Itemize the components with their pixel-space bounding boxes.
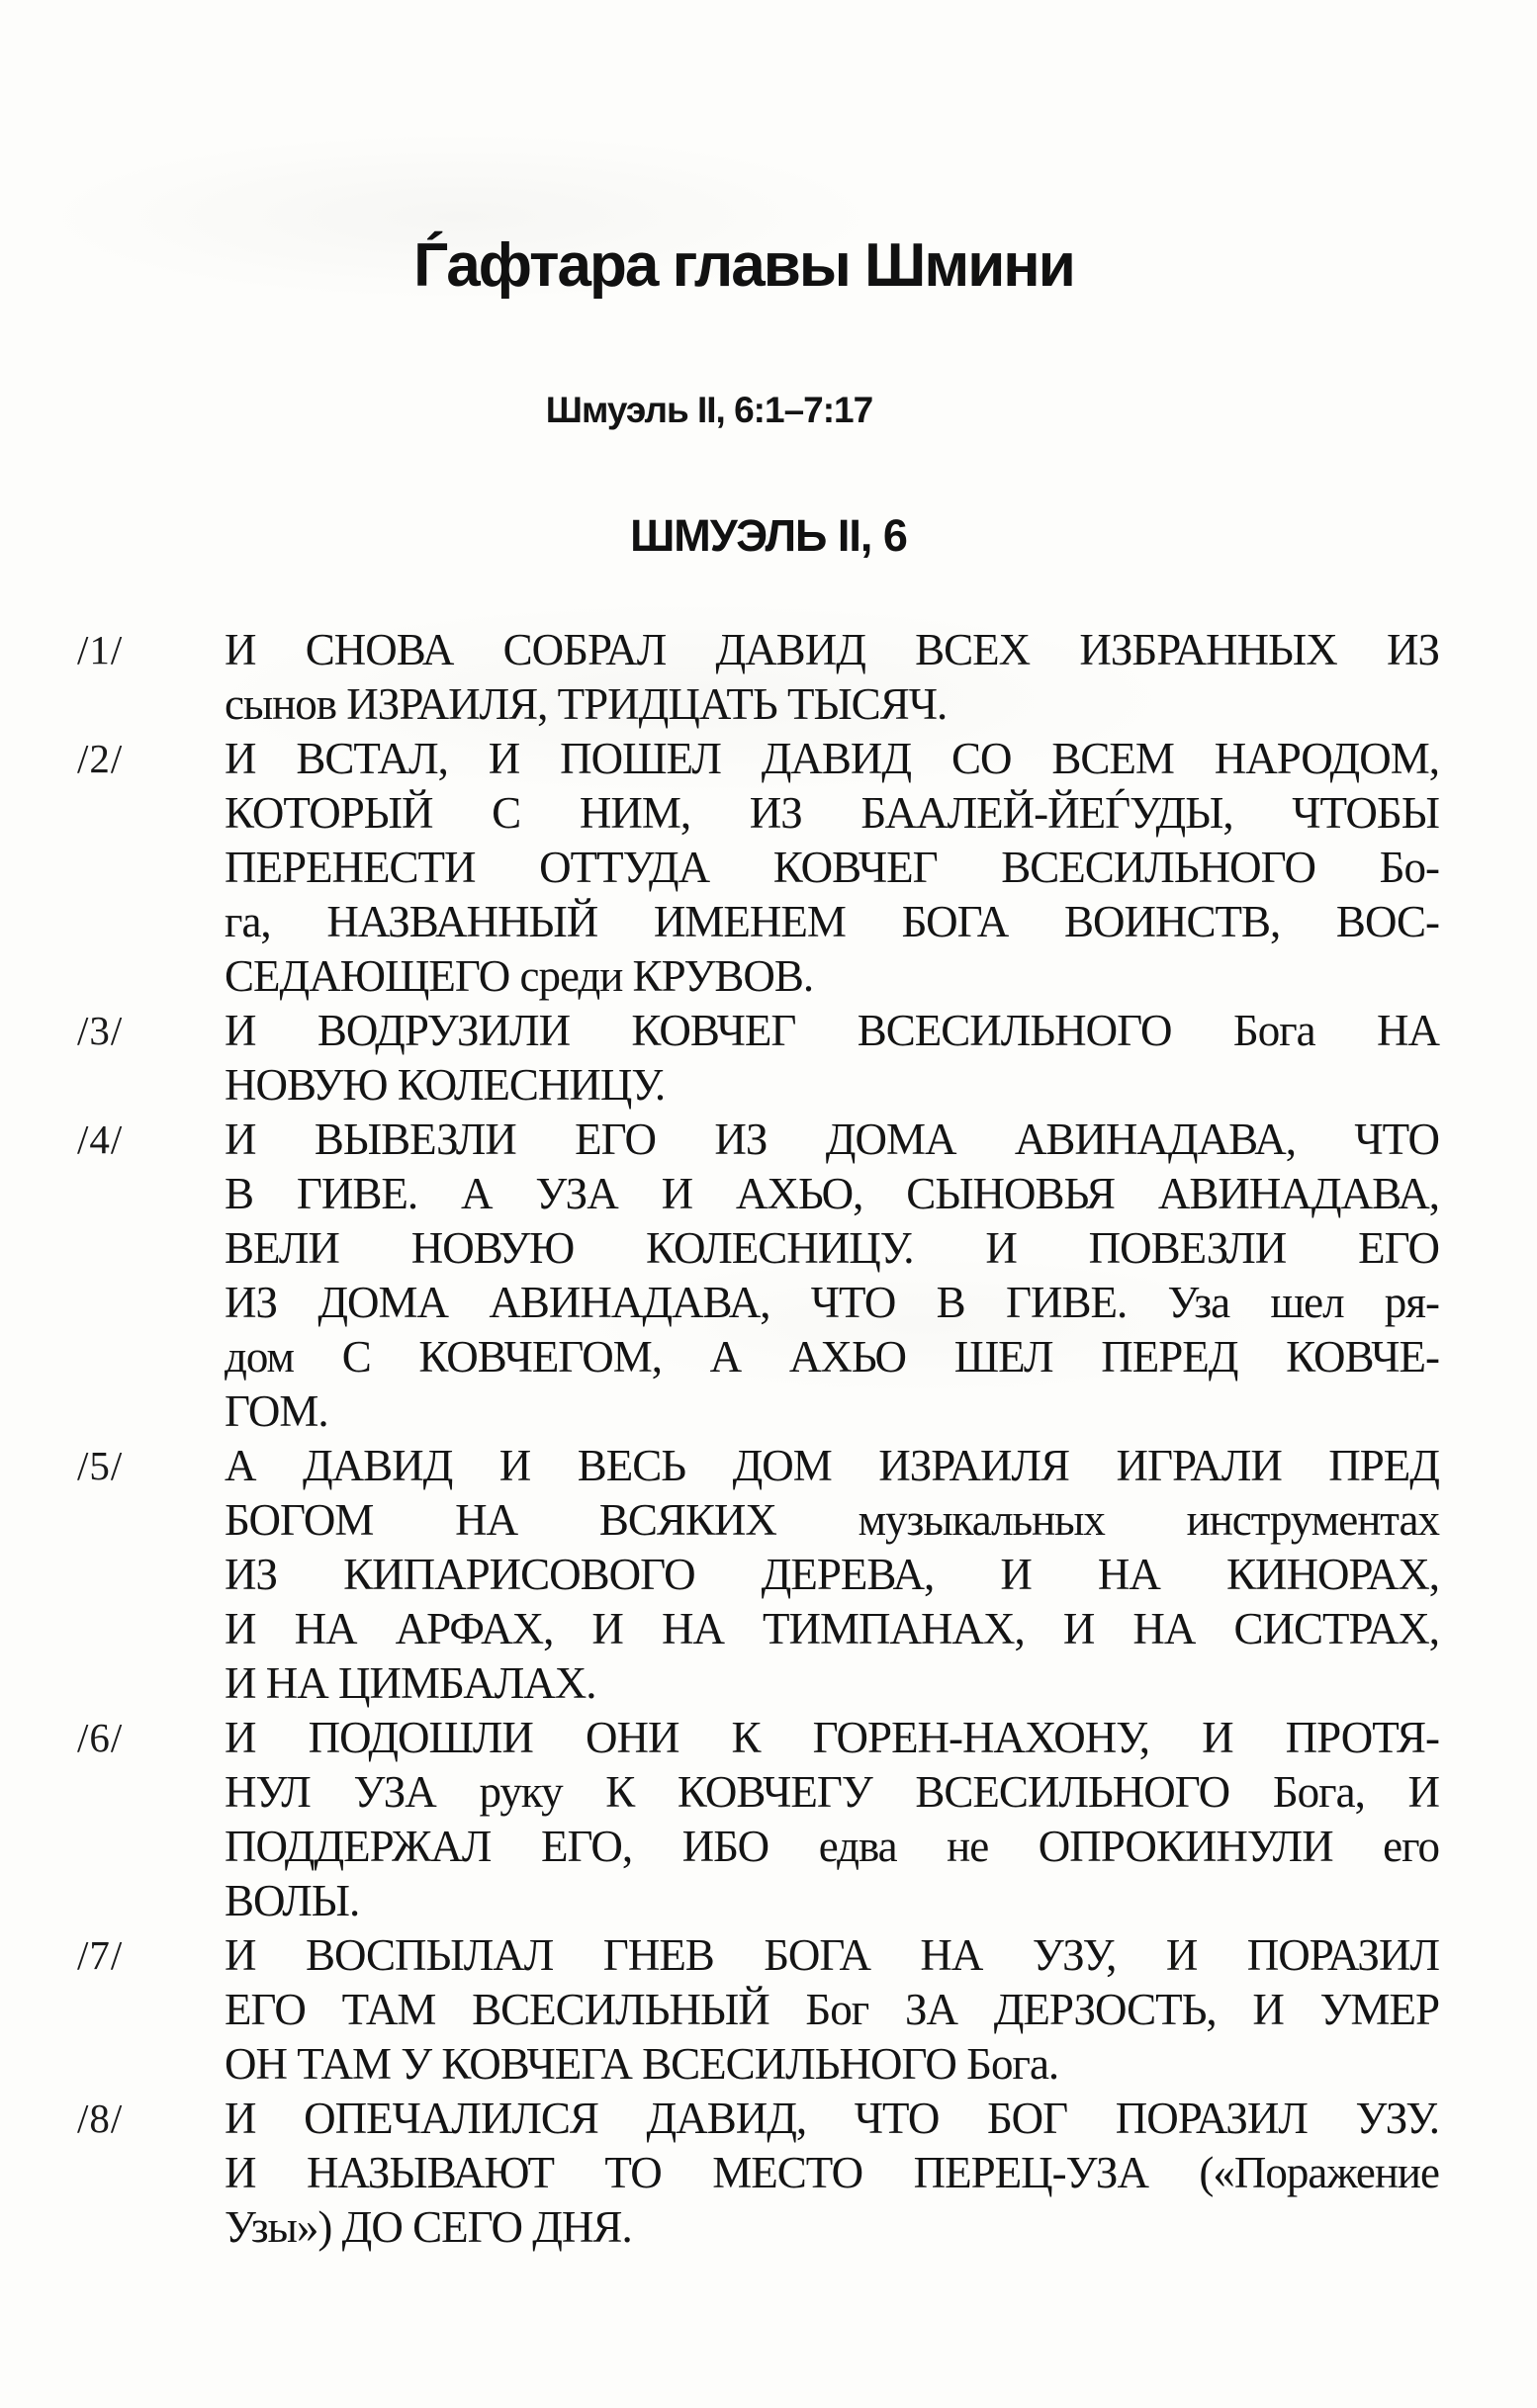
verse-list [77, 623, 1439, 2255]
verse-line: И ВЫВЕЗЛИ ЕГО ИЗ ДОМА АВИНАДАВА, ЧТО [225, 1115, 1439, 1164]
verse-number: /5/ [77, 1443, 124, 1488]
verse-number: /6/ [77, 1715, 124, 1760]
verse-line: дом С КОВЧЕГОМ, А АХЬО ШЕЛ ПЕРЕД КОВЧЕ- [225, 1332, 1439, 1382]
verse-line: БОГОМ НА ВСЯКИХ музыкальных инструментах [225, 1495, 1439, 1545]
verse-line: КОТОРЫЙ С НИМ, ИЗ БААЛЕЙ-ЙЕЃУДЫ, ЧТОБЫ [225, 788, 1439, 838]
verse-number: /1/ [77, 627, 124, 672]
verse-line: Узы») ДО СЕГО ДНЯ. [225, 2202, 632, 2252]
verse-line: ЕГО ТАМ ВСЕСИЛЬНЫЙ Бог ЗА ДЕРЗОСТЬ, И УМЕР [225, 1985, 1439, 2034]
verse-row [77, 1928, 1439, 2092]
verse-line: НУЛ УЗА руку К КОВЧЕГУ ВСЕСИЛЬНОГО Бога, И [225, 1767, 1439, 1817]
verse-line: ВОЛЫ. [225, 1876, 360, 1925]
verse-text [225, 1439, 1439, 1711]
verse-number: /7/ [77, 1932, 124, 1978]
verse-row [77, 2092, 1439, 2255]
verse-line: И ОПЕЧАЛИЛСЯ ДАВИД, ЧТО БОГ ПОРАЗИЛ УЗУ. [225, 2094, 1439, 2143]
verse-line: И СНОВА СОБРАЛ ДАВИД ВСЕХ ИЗБРАННЫХ ИЗ [225, 625, 1439, 674]
verse-text [225, 732, 1439, 1004]
verse-text [225, 1928, 1439, 2092]
verse-text [225, 623, 1439, 732]
verse-line: ОН ТАМ У КОВЧЕГА ВСЕСИЛЬНОГО Бога. [225, 2039, 1059, 2089]
verse-line: И ВОСПЫЛАЛ ГНЕВ БОГА НА УЗУ, И ПОРАЗИЛ [225, 1930, 1439, 1980]
verse-line: СЕДАЮЩЕГО среди КРУВОВ. [225, 951, 814, 1001]
verse-number: /2/ [77, 736, 124, 781]
verse-number: /8/ [77, 2096, 124, 2141]
section-heading: ШМУЭЛЬ II, 6 [630, 510, 907, 561]
verse-line: ПОДДЕРЖАЛ ЕГО, ИБО едва не ОПРОКИНУЛИ его [225, 1822, 1439, 1871]
verse-row [77, 623, 1439, 732]
verse-text [225, 2092, 1439, 2255]
verse-line: И НА ЦИМБАЛАХ. [225, 1658, 596, 1708]
verse-line: И ПОДОШЛИ ОНИ К ГОРЕН-НАХОНУ, И ПРОТЯ- [225, 1713, 1439, 1762]
verse-line: И ВОДРУЗИЛИ КОВЧЕГ ВСЕСИЛЬНОГО Бога НА [225, 1006, 1439, 1055]
verse-line: И ВСТАЛ, И ПОШЕЛ ДАВИД СО ВСЕМ НАРОДОМ, [225, 734, 1439, 783]
verse-number: /3/ [77, 1008, 124, 1053]
verse-row [77, 1113, 1439, 1439]
verse-line: ГОМ. [225, 1386, 328, 1436]
verse-row [77, 1711, 1439, 1928]
verse-line: И НА АРФАХ, И НА ТИМПАНАХ, И НА СИСТРАХ, [225, 1604, 1439, 1653]
verse-row [77, 732, 1439, 1004]
verse-row [77, 1004, 1439, 1113]
verse-line: И НАЗЫВАЮТ ТО МЕСТО ПЕРЕЦ-УЗА («Поражение [225, 2148, 1439, 2197]
verse-line: га, НАЗВАННЫЙ ИМЕНЕМ БОГА ВОИНСТВ, ВОС- [225, 897, 1439, 946]
verse-line: В ГИВЕ. А УЗА И АХЬО, СЫНОВЬЯ АВИНАДАВА, [225, 1169, 1439, 1218]
verse-line: ИЗ КИПАРИСОВОГО ДЕРЕВА, И НА КИНОРАХ, [225, 1550, 1439, 1599]
page-title: Ѓафтара главы Шмини [413, 231, 1074, 300]
verse-line: сынов ИЗРАИЛЯ, ТРИДЦАТЬ ТЫСЯЧ. [225, 679, 948, 729]
verse-line: ПЕРЕНЕСТИ ОТТУДА КОВЧЕГ ВСЕСИЛЬНОГО Бо- [225, 843, 1439, 892]
page-subtitle: Шмуэль II, 6:1–7:17 [545, 390, 873, 430]
verse-line: А ДАВИД И ВЕСЬ ДОМ ИЗРАИЛЯ ИГРАЛИ ПРЕД [225, 1441, 1439, 1490]
verse-text [225, 1004, 1439, 1113]
verse-number: /4/ [77, 1116, 124, 1162]
verse-text [225, 1113, 1439, 1439]
verse-text [225, 1711, 1439, 1928]
verse-row [77, 1439, 1439, 1711]
verse-line: ИЗ ДОМА АВИНАДАВА, ЧТО В ГИВЕ. Уза шел ря- [225, 1278, 1439, 1327]
verse-line: ВЕЛИ НОВУЮ КОЛЕСНИЦУ. И ПОВЕЗЛИ ЕГО [225, 1223, 1439, 1273]
verse-line: НОВУЮ КОЛЕСНИЦУ. [225, 1060, 666, 1110]
